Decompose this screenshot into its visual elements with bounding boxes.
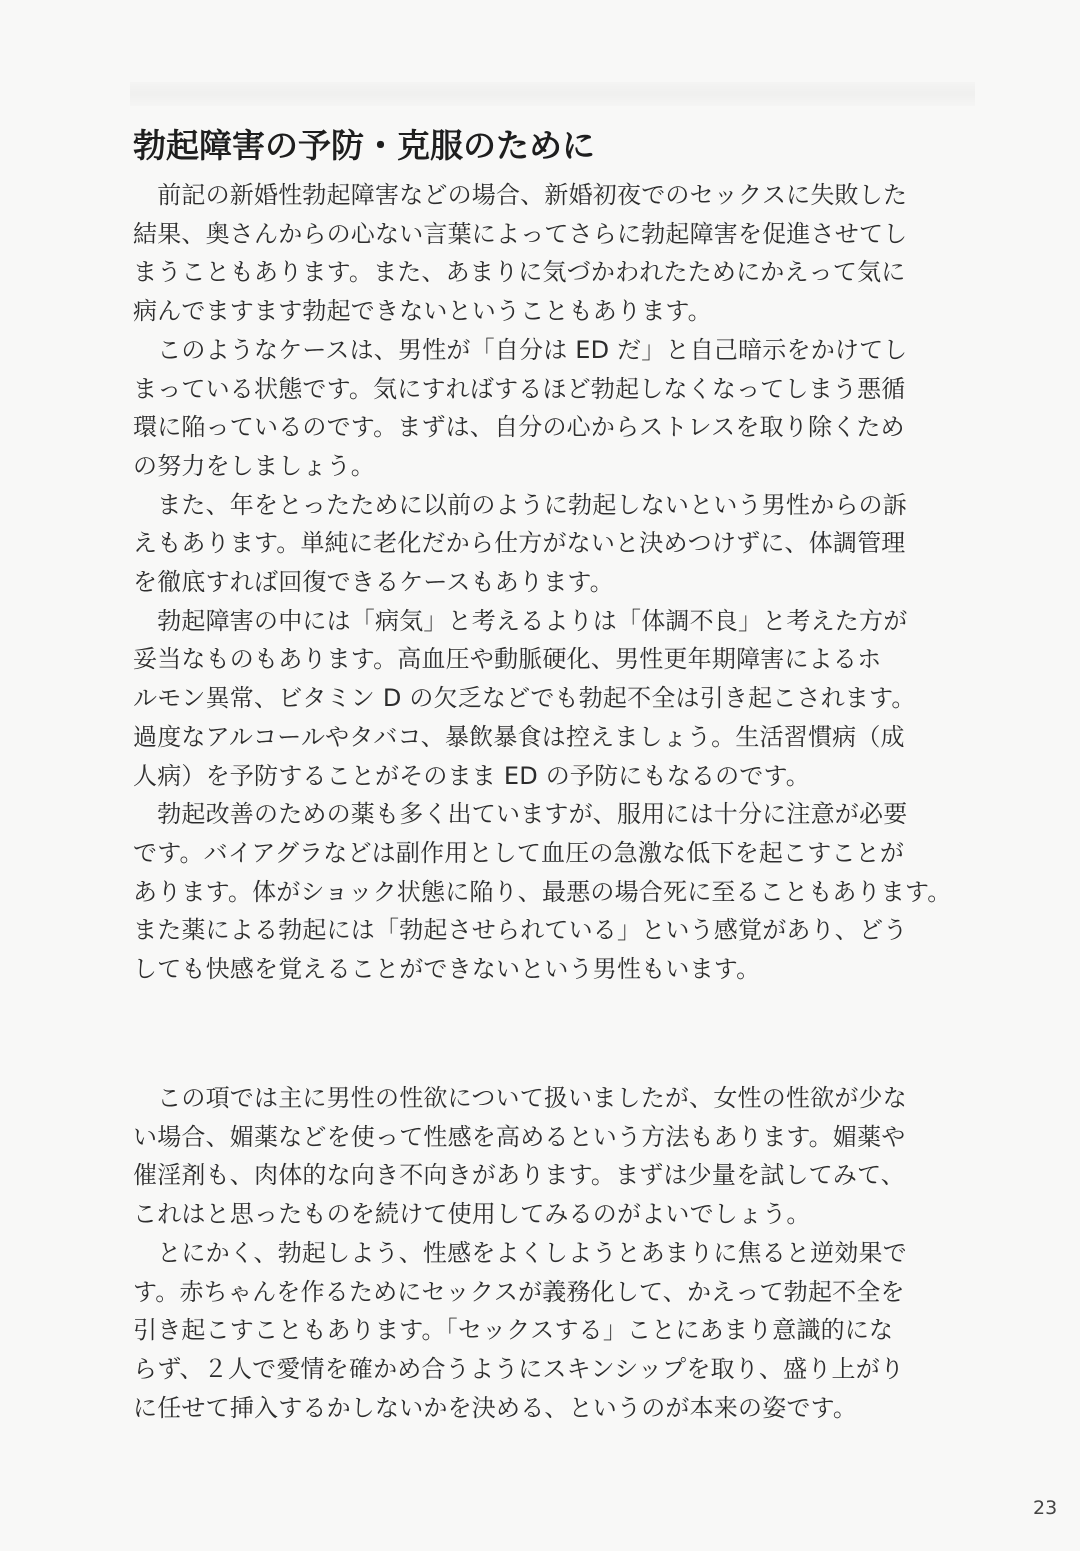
paragraph-1: 前記の新婚性勃起障害などの場合、新婚初夜でのセックスに失敗した 結果、奥さんからの心ない言葉によってさらに勃起障害を促進させてし まうこともあります。また、あまりに気づかわれたためにかえって気に 病んでますます勃起できないということもあります。 (133, 181, 908, 326)
paragraph-3: また、年をとったために以前のように勃起しないという男性からの訴 えもあります。単純に老化だから仕方がないと決めつけずに、体調管理 を徹底すれば回復できるケースもあります。 (133, 490, 907, 597)
paragraph-2: このようなケースは、男性が「自分は ED だ」と自己暗示をかけてし まっている状態です。気にすればするほど勃起しなくなってしまう悪循 環に陥っているのです。まずは、自分の心からストレスを取り除くため の努力をしましょう。 (133, 335, 908, 480)
paragraph-6: この項では主に男性の性欲について扱いましたが、女性の性欲が少な い場合、媚薬などを使って性感を高めるという方法もあります。媚薬や 催淫剤も、肉体的な向き不向きがあります。まずは少量を試してみて、 これはと思ったものを続けて使用してみるのがよいでしょう。 (133, 1084, 907, 1229)
page-number: 23 (1033, 1497, 1058, 1519)
paragraph-7: とにかく、勃起しよう、性感をよくしようとあまりに焦ると逆効果で す。赤ちゃんを作るためにセックスが義務化して、かえって勃起不全を 引き起こすこともあります。「セックスする」ことにあまり意識的にな らず、２人で愛情を確かめ合うようにスキンシップを取り、盛り上がり に任せて挿入するかしないかを決める、というのが本来の姿です。 (133, 1238, 907, 1422)
body-text-secondary (133, 1079, 978, 1427)
scan-shade (130, 82, 975, 106)
body-text-main (133, 176, 978, 989)
section-heading: 勃起障害の予防・克服のために (133, 126, 595, 165)
paragraph-5: 勃起改善のための薬も多く出ていますが、服用には十分に注意が必要 です。バイアグラなどは副作用として血圧の急激な低下を起こすことが あります。体がショック状態に陥り、最悪の場合死に至ることもあります。 また薬による勃起には「勃起させられている」という感覚があり、どう しても快感を覚えることができないという男性もいます。 (133, 800, 952, 984)
paragraph-4: 勃起障害の中には「病気」と考えるよりは「体調不良」と考えた方が 妥当なものもあります。高血圧や動脈硬化、男性更年期障害によるホ ルモン異常、ビタミン D の欠乏などでも勃起不全は引き起こされます。 過度なアルコールやタバコ、暴飲暴食は控えましょう。生活習慣病（成 人病）を予防することがそのまま ED の予防にもなるのです。 (133, 606, 916, 790)
